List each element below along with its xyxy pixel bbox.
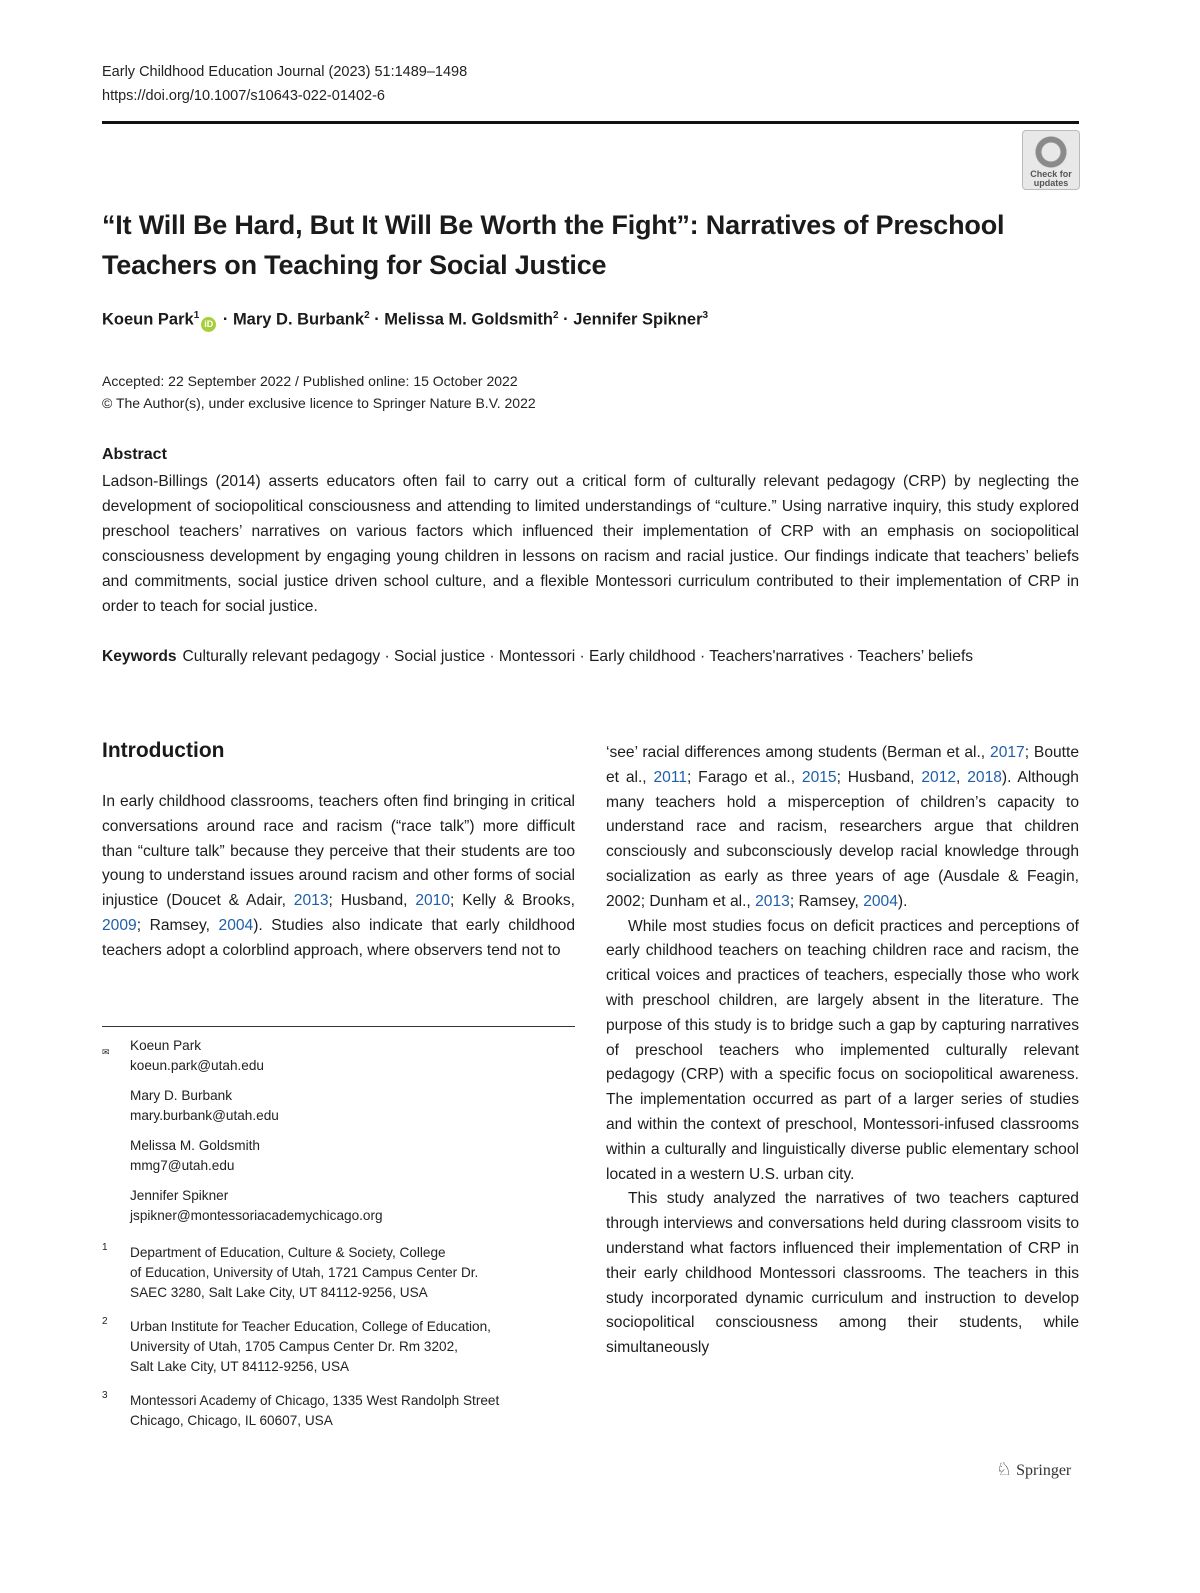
intro-right-column [606, 741, 1079, 1361]
text-run: ‘see’ racial differences among students (Berman et al., [606, 744, 991, 761]
header-rule [102, 121, 1079, 124]
abstract-heading: Abstract [102, 446, 167, 463]
orcid-icon[interactable]: iD [201, 317, 216, 332]
crossmark-icon [1034, 135, 1068, 169]
citation-link[interactable]: 2013 [293, 892, 329, 910]
citation-link[interactable]: 2017 [990, 744, 1025, 761]
citation-link[interactable]: 2013 [755, 892, 790, 910]
author-affiliation-mark: 2 [553, 310, 559, 321]
author-list [102, 310, 708, 332]
affiliation-entry [102, 1391, 580, 1431]
publication-dates [102, 370, 536, 414]
author-name[interactable]: Koeun Park [102, 310, 194, 329]
badge-text: Check for updates [1030, 169, 1072, 188]
citation-link[interactable]: 2018 [967, 768, 1002, 786]
article-title: “It Will Be Hard, But It Will Be Worth the Fight”: Narratives of Preschool Teachers on Teaching for Social Justice [102, 210, 1005, 280]
author-separator: · [558, 310, 574, 329]
author-name[interactable]: Jennifer Spikner [573, 310, 703, 329]
envelope-icon: ✉ [102, 1047, 110, 1057]
correspondence-entry [130, 1086, 383, 1126]
abstract-text: Ladson-Billings (2014) asserts educators often fail to carry out a critical form of culturally relevant pedagogy (CRP) by neglecting the development of sociopolitical consciousness and attending to limited understandings of “culture.” Using narrative inquiry, this study explored preschool teachers’ narratives on various factors which influenced their implementation of CRP with an emphasis on sociopolitical consciousness development by engaging young children in lessons on racism and racial justice. Our findings indicate that teachers’ beliefs and commitments, social justice driven school culture, and a flexible Montessori curriculum contributed to their implementation of CRP in order to teach for social justice. [102, 473, 1079, 615]
intro-paragraph-3: This study analyzed the narratives of two teachers captured through interviews and conversations held during classroom visits to understand what factors influenced their implementation of CRP in their early childhood Montessori classrooms. The teachers in this study incorporated dynamic curriculum and instruction to develop sociopolitical consciousness among their students, while simultaneously [606, 1190, 1079, 1357]
affiliation-entry [102, 1243, 580, 1303]
author-affiliation-mark: 3 [702, 310, 709, 321]
doi-link[interactable]: https://doi.org/10.1007/s10643-022-01402-6 [102, 88, 385, 104]
correspondent-email[interactable]: koeun.park@utah.edu [130, 1058, 264, 1073]
affiliation-number: 1 [102, 1242, 108, 1253]
publisher-logo: ♘ Springer [996, 1459, 1072, 1479]
affiliation-entry [102, 1317, 580, 1377]
affiliation-line: Montessori Academy of Chicago, 1335 West Randolph Street [130, 1393, 500, 1408]
citation-link[interactable]: 2004 [863, 892, 898, 910]
citation-link[interactable]: 2011 [653, 768, 688, 786]
correspondent-name: Jennifer Spikner [130, 1188, 229, 1203]
text-run: ; Boutte et al., [606, 744, 1080, 786]
intro-paragraph-2: While most studies focus on deficit practices and perceptions of early childhood teachers on teaching children race and racism, the critical voices and practices of teachers, especially those who work with preschool children, are largely absent in the literature. The purpose of this study is to bridge such a gap by capturing narratives of preschool teachers who implemented culturally relevant pedagogy (CRP) with a specific focus on sociopolitical awareness. The implementation occurred as part of a larger series of studies and within the context of preschool, Montessori-infused classrooms within a culturally and linguistically diverse public elementary school located in a western U.S. urban city. [606, 917, 1079, 1183]
author-affiliation-mark: 1 [193, 310, 200, 321]
correspondence-entry [130, 1136, 383, 1176]
correspondence-entry [130, 1036, 383, 1076]
springer-horse-icon: ♘ [996, 1459, 1013, 1479]
affiliation-line: Urban Institute for Teacher Education, College of Education, [130, 1319, 491, 1334]
author-name[interactable]: Mary D. Burbank [232, 310, 365, 329]
author-name[interactable]: Melissa M. Goldsmith [384, 310, 553, 329]
correspondent-name: Koeun Park [130, 1038, 202, 1053]
check-for-updates-badge[interactable] [1022, 130, 1080, 190]
author-affiliation-mark: 2 [364, 310, 370, 321]
correspondent-name: Mary D. Burbank [130, 1088, 232, 1103]
intro-paragraph-1-cont [606, 741, 1079, 915]
text-run: ; Ramsey, [136, 916, 219, 934]
affiliations-block [102, 1243, 580, 1445]
correspondent-name: Melissa M. Goldsmith [130, 1138, 260, 1153]
correspondent-email[interactable]: mmg7@utah.edu [130, 1158, 235, 1173]
text-run: In early childhood classrooms, teachers often find bringing in critical conversations around race and racism (“race talk”) more difficult than “culture talk” because they perceive that their students are too young to understand issues around racism and other forms of social injustice (Doucet & Adair, [102, 793, 575, 910]
affiliation-number: 2 [102, 1316, 108, 1327]
intro-left-column [102, 790, 575, 964]
affiliation-line: SAEC 3280, Salt Lake City, UT 84112-9256, USA [130, 1285, 428, 1300]
citation-link[interactable]: 2012 [921, 768, 957, 786]
affiliation-line: Chicago, Chicago, IL 60607, USA [130, 1413, 333, 1428]
keywords [102, 644, 1079, 669]
text-run: ; Husband, [836, 768, 922, 786]
correspondent-email[interactable]: jspikner@montessoriacademychicago.org [130, 1208, 383, 1223]
affiliation-line: Salt Lake City, UT 84112-9256, USA [130, 1359, 350, 1374]
author-separator: · [218, 310, 233, 329]
correspondent-email[interactable]: mary.burbank@utah.edu [130, 1108, 279, 1123]
text-run: ; Kelly & Brooks, [450, 892, 575, 910]
citation-link[interactable]: 2015 [801, 768, 837, 786]
journal-header [102, 60, 467, 108]
text-run: ). Although many teachers hold a misperception of children’s capacity to understand race and racism, researchers argue that children consciously and subconsciously develop racial knowledge through socialization as early as three years of age (Ausdale & Feagin, 2002; Dunham et al., [606, 768, 1079, 910]
keywords-list: Culturally relevant pedagogy · Social justice · Montessori · Early childhood · Teachers'narratives · Teachers’ beliefs [182, 648, 974, 665]
citation-link[interactable]: 2004 [218, 916, 254, 934]
correspondence-entry [130, 1186, 383, 1226]
correspondence-block [102, 1036, 383, 1236]
keywords-heading: Keywords [102, 648, 177, 665]
introduction-heading: Introduction [102, 739, 225, 762]
text-run: ; Husband, [328, 892, 416, 910]
text-run: ). Studies also indicate that early childhood teachers adopt a colorblind approach, where observers tend not to [102, 916, 575, 959]
text-run: , [956, 768, 968, 786]
journal-citation: Early Childhood Education Journal (2023) 51:1489–1498 [102, 64, 468, 80]
citation-link[interactable]: 2010 [415, 892, 451, 910]
text-run: ; Farago et al., [687, 768, 802, 786]
citation-link[interactable]: 2009 [102, 916, 137, 934]
accepted-date: Accepted: 22 September 2022 / Published online: 15 October 2022 [102, 373, 518, 389]
text-run: ). [897, 892, 908, 910]
affiliation-line: of Education, University of Utah, 1721 Campus Center Dr. [130, 1265, 479, 1280]
text-run: ; Ramsey, [789, 892, 864, 910]
affiliation-line: University of Utah, 1705 Campus Center Dr. Rm 3202, [130, 1339, 458, 1354]
footnote-rule [102, 1026, 575, 1027]
affiliation-number: 3 [102, 1390, 108, 1401]
affiliation-line: Department of Education, Culture & Society, College [130, 1245, 446, 1260]
author-separator: · [369, 310, 385, 329]
copyright-notice: © The Author(s), under exclusive licence to Springer Nature B.V. 2022 [102, 395, 536, 411]
